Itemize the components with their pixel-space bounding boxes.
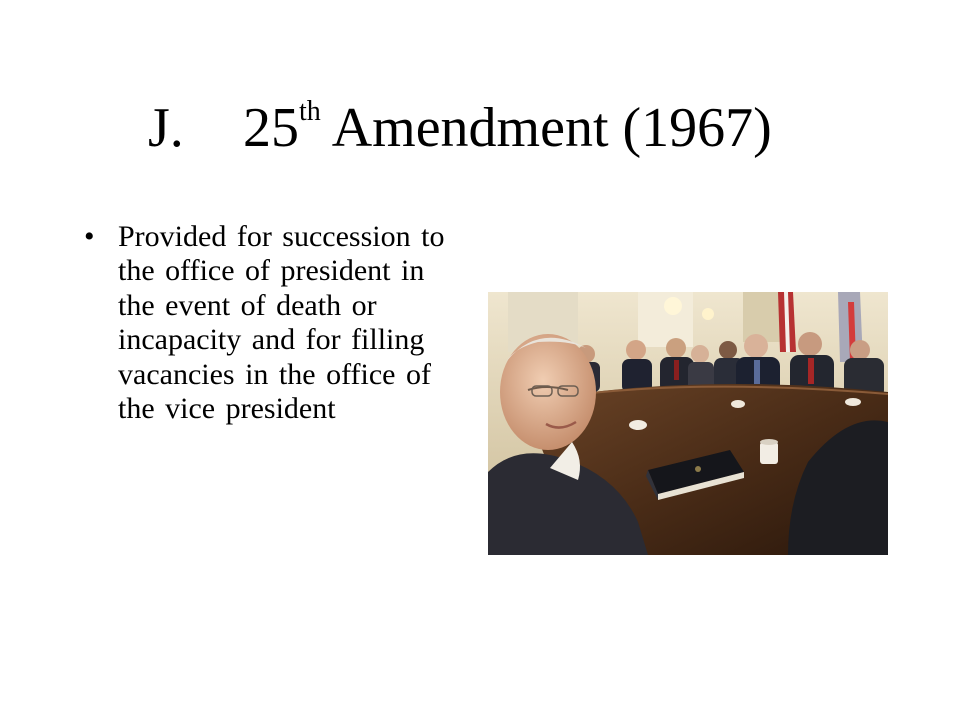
bullet-marker: •	[84, 220, 95, 253]
bullet-text: Provided for succession to the office of president in the event of death or incapacity and for filling vacancies in the office of the vice president	[118, 220, 445, 426]
cabinet-meeting-photo	[488, 292, 888, 555]
bullet-item	[84, 220, 464, 426]
bullet-list	[84, 220, 464, 426]
title-number: 25	[243, 97, 299, 159]
title-letter: J.	[148, 97, 184, 159]
title-ordinal-suffix: th	[299, 96, 321, 127]
title-text: Amendment (1967)	[320, 97, 772, 159]
slide-title	[148, 88, 772, 168]
